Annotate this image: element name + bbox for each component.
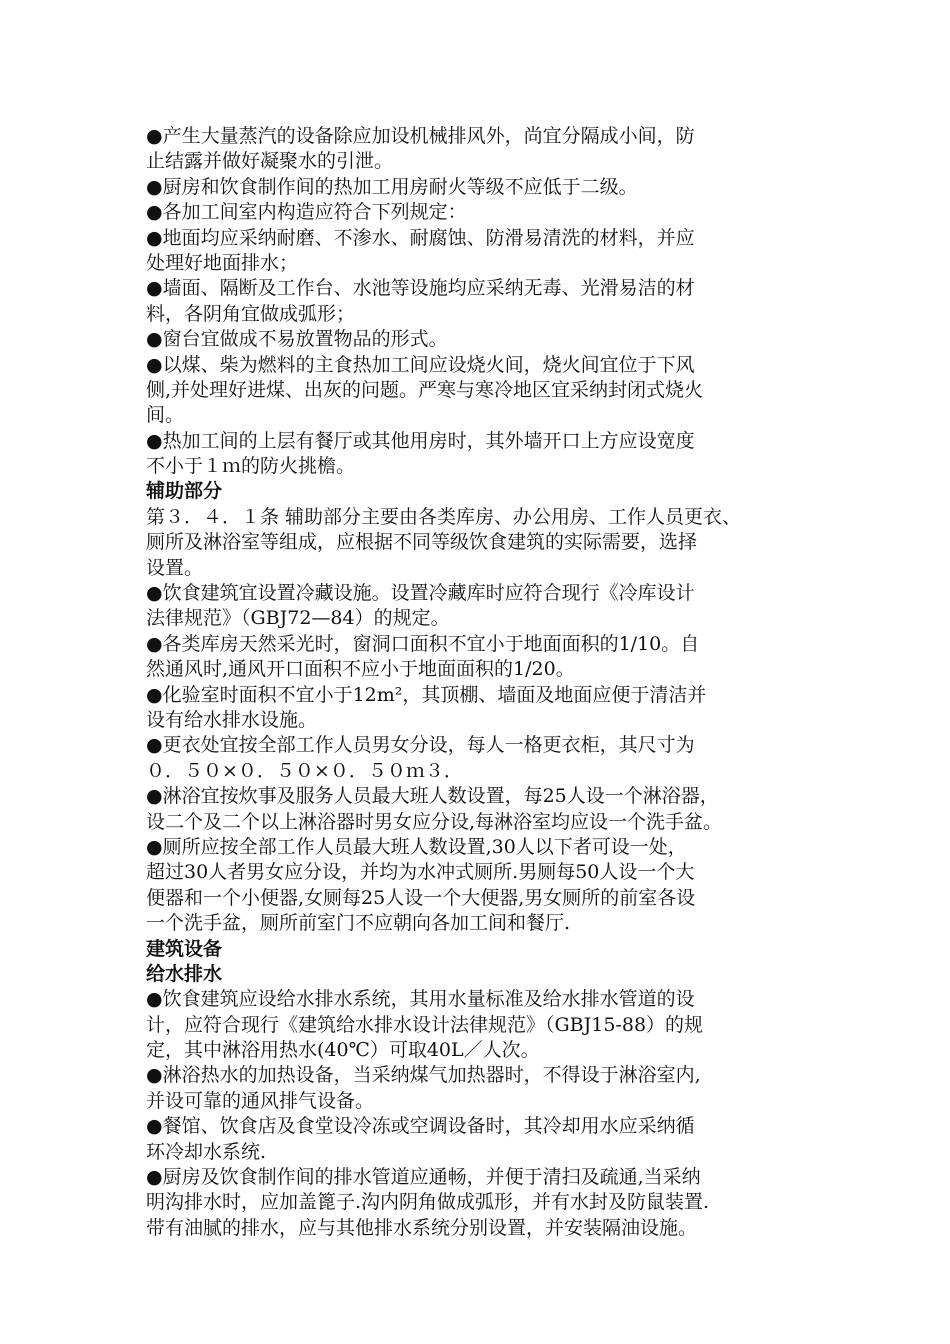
bullet-item [146,581,816,632]
bullet-item [146,683,816,734]
text-line: ●更衣处宜按全部工作人员男女分设，每人一格更衣柜，其尺寸为 [146,734,695,757]
text-line: 设有给水排水设施。 [146,708,318,731]
bullet-item [146,1114,816,1165]
bullet-item [146,327,816,352]
text-line: 并设可靠的通风排气设备。 [146,1089,375,1112]
text-line: 明沟排水时，应加盖篦子.沟内阴角做成弧形，并有水封及防鼠装置. [146,1191,710,1214]
text-line: ●以煤、柴为燃料的主食热加工间应设烧火间，烧火间宜位于下风 [146,353,695,376]
text-line: ●淋浴热水的加热设备，当采纳煤气加热器时，不得设于淋浴室内, [146,1064,701,1087]
document-page [146,124,816,1241]
text-line: ●厨房及饮食制作间的排水管道应通畅，并便于清扫及疏通,当采纳 [146,1166,701,1189]
text-line: 料，各阴角宜做成弧形； [146,302,356,325]
paragraph [146,505,816,581]
text-line: 止结露并做好凝聚水的引泄。 [146,150,394,173]
text-line: ●餐馆、饮食店及食堂设冷冻或空调设备时，其冷却用水应采纳循 [146,1115,695,1138]
text-line: ●各类库房天然采光时，窗洞口面积不宜小于地面面积的1/10。自 [146,632,700,655]
bullet-item [146,353,816,429]
text-line: ●墙面、隔断及工作台、水池等设施均应采纳无毒、光滑易洁的材 [146,277,695,300]
text-line: 不小于１ｍ的防火挑檐。 [146,455,356,478]
text-line: 设置。 [146,556,204,579]
text-line: 超过30人者男女应分设，并均为水冲式厕所.男厕每50人设一个大 [146,861,695,884]
text-line: 一个洗手盆，厕所前室门不应朝向各加工间和餐厅. [146,912,571,935]
text-line: ●饮食建筑宜设置冷藏设施。设置冷藏库时应符合现行《冷库设计 [146,582,695,605]
text-line: 间。 [146,404,185,427]
text-line: 处理好地面排水； [146,251,299,274]
text-line: 环冷却水系统. [146,1140,267,1163]
text-line: 带有油腻的排水，应与其他排水系统分别设置，并安装隔油设施。 [146,1216,698,1239]
section-heading [146,479,816,504]
text-line: 辅助部分 [146,480,223,503]
text-line: ●厕所应按全部工作人员最大班人数设置,30人以下者可设一处， [146,835,687,858]
text-line: 厕所及淋浴室等组成，应根据不同等级饮食建筑的实际需要，选择 [146,531,698,554]
bullet-item [146,429,816,480]
bullet-item [146,200,816,225]
text-line: ●产生大量蒸汽的设备除应加设机械排风外，尚宜分隔成小间，防 [146,125,695,147]
text-line: 侧,并处理好进煤、出灰的问题。严寒与寒冷地区宜采纳封闭式烧火 [146,378,704,401]
bullet-item [146,987,816,1063]
text-line: ●化验室时面积不宜小于12m²，其顶棚、墙面及地面应便于清洁并 [146,683,707,706]
text-line: ●窗台宜做成不易放置物品的形式。 [146,328,448,351]
bullet-item [146,835,816,937]
text-line: ●厨房和饮食制作间的热加工用房耐火等级不应低于二级。 [146,175,638,198]
text-line: ●饮食建筑应设给水排水系统，其用水量标准及给水排水管道的设 [146,988,695,1011]
bullet-item [146,276,816,327]
text-line: 便器和一个小便器,女厕每25人设一个大便器,男女厕所的前室各设 [146,886,696,909]
text-line: ０．５０×０．５０×０．５０ｍ３． [146,759,463,782]
bullet-item [146,784,816,835]
text-line: ●淋浴宜按炊事及服务人员最大班人数设置，每25人设一个淋浴器， [146,785,719,808]
bullet-item [146,124,816,175]
text-line: ●各加工间室内构造应符合下列规定： [146,201,467,224]
text-line: 给水排水 [146,962,223,985]
text-line: ●热加工间的上层有餐厅或其他用房时，其外墙开口上方应设宽度 [146,429,695,452]
text-line: 法律规范》（GBJ72—84）的规定。 [146,607,450,630]
text-line: 设二个及二个以上淋浴器时男女应分设,每淋浴室均应设一个洗手盆。 [146,810,723,833]
text-line: 第３．４．１条 辅助部分主要由各类库房、办公用房、工作人员更衣、 [146,505,742,528]
text-line: 然通风时,通风开口面积不应小于地面面积的1/20。 [146,658,575,681]
bullet-item [146,733,816,784]
text-line: 建筑设备 [146,937,223,960]
section-heading [146,937,816,962]
section-heading [146,962,816,987]
bullet-item [146,632,816,683]
text-line: 计，应符合现行《建筑给水排水设计法律规范》（GBJ15-88）的规 [146,1013,704,1036]
bullet-item [146,1063,816,1114]
text-line: ●地面均应采纳耐磨、不渗水、耐腐蚀、防滑易清洗的材料，并应 [146,226,695,249]
bullet-item [146,1165,816,1241]
bullet-item [146,226,816,277]
bullet-item [146,175,816,200]
text-line: 定，其中淋浴用热水(40℃）可取40L／人次。 [146,1039,540,1062]
